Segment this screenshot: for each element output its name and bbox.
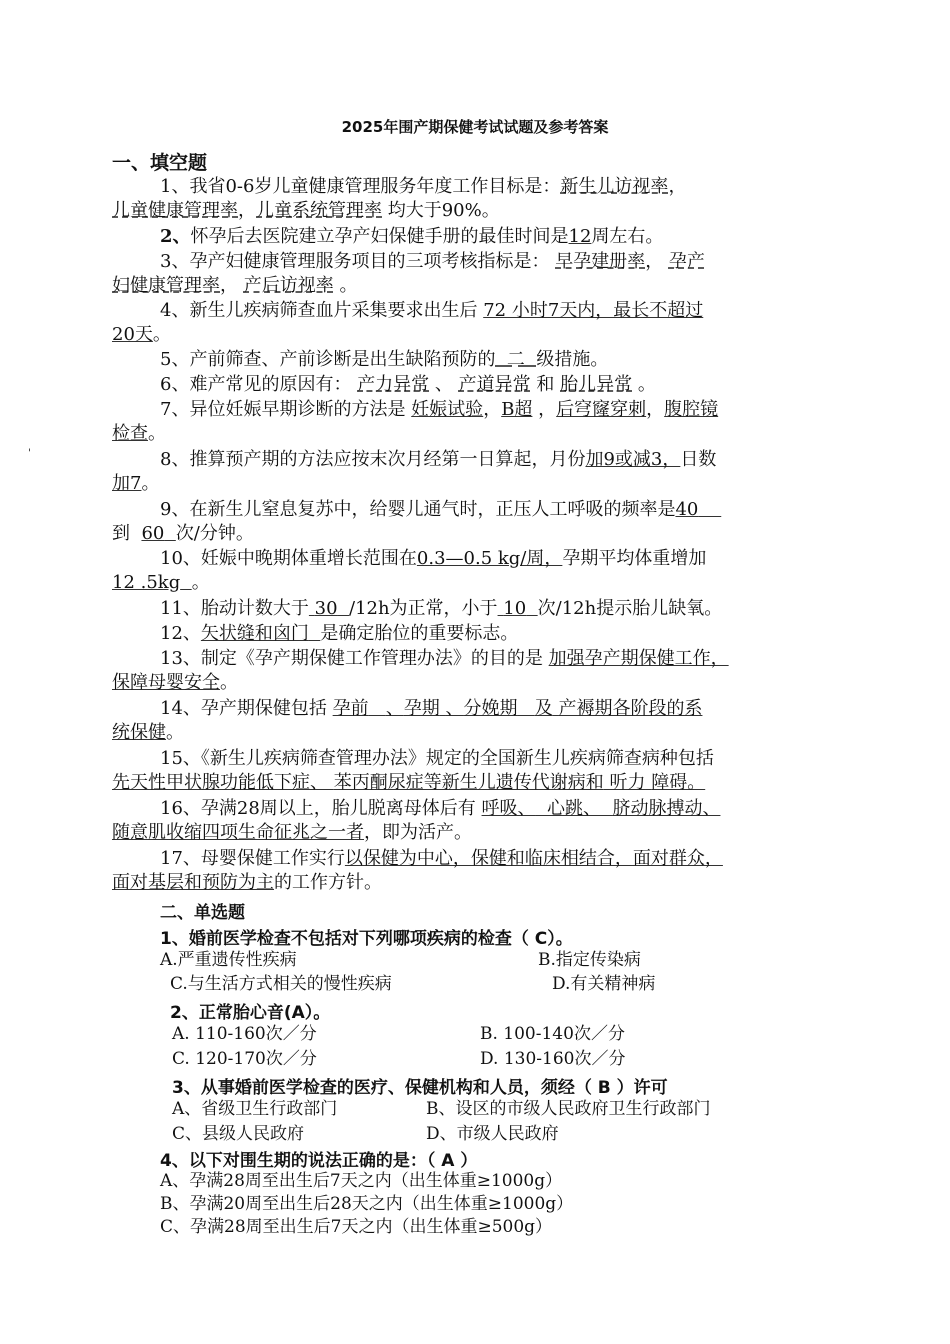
- fill-q1-line2: 儿童健康管理率，儿童系统管理率 均大于90%。: [112, 200, 500, 221]
- fill-q9-line2: 到 60 次/分钟。: [112, 523, 254, 544]
- answer: 检查: [112, 423, 148, 444]
- choice-q3-option-a: A、省级卫生行政部门: [172, 1099, 338, 1119]
- answer: 面对基层和预防为主: [112, 872, 274, 893]
- answer: 新生儿访视率: [560, 176, 669, 197]
- answer: 呼吸、 心跳、 脐动脉搏动、: [481, 798, 721, 819]
- fill-q16-line2: 随意肌收缩四项生命征兆之一者，即为活产。: [112, 822, 472, 843]
- answer: 胎儿异常: [560, 374, 633, 395]
- answer: 保障母婴安全: [112, 672, 220, 693]
- answer: 10: [503, 598, 527, 619]
- answer: 加7: [112, 473, 142, 494]
- answer: 妇健康管理率: [112, 275, 220, 296]
- fill-q15-line2: [112, 771, 705, 795]
- answer: 40: [675, 499, 699, 520]
- answer: 72 小时7天内，最长不超过: [483, 300, 704, 321]
- fill-q5: 5、产前筛查、产前诊断是出生缺陷预防的 二 级措施。: [160, 349, 609, 370]
- answer: 统保健: [112, 722, 166, 743]
- fill-q4-line1: 4、新生儿疾病筛查血片采集要求出生后 72 小时7天内，最长不超过: [160, 300, 704, 321]
- answer: 30: [314, 598, 338, 619]
- answer: 12 .5kg: [112, 572, 181, 593]
- answer: 先天性甲状腺功能低下症、 苯丙酮尿症等新生儿遗传代谢病和 听力 障碍。: [112, 772, 706, 793]
- fill-q12: 12、矢状缝和囟门 是确定胎位的重要标志。: [160, 623, 519, 644]
- fill-q13-line1: 13、制定《孕产期保健工作管理办法》的目的是 加强孕产期保健工作，: [160, 648, 729, 669]
- answer: 12: [568, 226, 592, 247]
- choice-q3-option-b: B、设区的市级人民政府卫生行政部门: [426, 1099, 711, 1119]
- choice-q4-option-c: C、孕满28周至出生后7天之内（出生体重≥500g）: [160, 1217, 553, 1237]
- answer: 腹腔镜: [664, 399, 719, 420]
- choice-q3-option-d: D、市级人民政府: [426, 1124, 559, 1144]
- fill-q8-line2: 加7。: [112, 473, 160, 494]
- fill-q6: 6、难产常见的原因有： 产力异常 、 产道异常 和 胎儿异常 。: [160, 374, 656, 395]
- answer: 随意肌收缩四项生命征兆之一者: [112, 822, 364, 843]
- fill-q17-line1: 17、母婴保健工作实行以保健为中心，保健和临床相结合，面对群众，: [160, 848, 723, 869]
- document-title: 2025年围产期保健考试试题及参考答案: [341, 118, 609, 136]
- answer: 产道异常: [458, 374, 531, 395]
- fill-q2: 2、怀孕后去医院建立孕产妇保健手册的最佳时间是12周左右。: [160, 226, 664, 247]
- answer: 加强孕产期保健工作，: [548, 648, 729, 669]
- choice-q1-option-a: A.严重遗传性疾病: [160, 950, 297, 970]
- choice-q4-option-a: A、孕满28周至出生后7天之内（出生体重≥1000g）: [160, 1171, 563, 1191]
- fill-q3-line2: 妇健康管理率， 产后访视率 。: [112, 275, 358, 296]
- choice-q1: 1、婚前医学检查不包括对下列哪项疾病的检查（ C）。: [160, 929, 573, 949]
- answer: 后穹窿穿刺: [556, 399, 647, 420]
- choice-q2-option-c: C. 120-170次／分: [172, 1049, 317, 1069]
- choice-q1-option-b: B.指定传染病: [538, 950, 641, 970]
- choice-q2-option-d: D. 130-160次／分: [480, 1049, 626, 1069]
- answer: 20天: [112, 324, 153, 345]
- fill-q4-line2: 20天。: [112, 324, 171, 345]
- margin-mark: ': [28, 448, 31, 459]
- choice-q3-option-c: C、县级人民政府: [172, 1124, 305, 1144]
- answer: 矢状缝和囟门: [200, 623, 309, 644]
- answer: 儿童健康管理率: [112, 200, 238, 221]
- answer: 儿童系统管理率: [256, 200, 382, 221]
- answer: 早孕建册率: [555, 251, 646, 272]
- fill-q9-line1: 9、在新生儿窒息复苏中，给婴儿通气时，正压人工呼吸的频率是40: [160, 498, 721, 522]
- fill-q16-line1: 16、孕满28周以上，胎儿脱离母体后有 呼吸、 心跳、 脐动脉搏动、: [160, 798, 721, 819]
- fill-q7-line1: 7、异位妊娠早期诊断的方法是 妊娠试验，B超 ，后穹窿穿刺，腹腔镜: [160, 399, 719, 420]
- fill-q17-line2: 面对基层和预防为主的工作方针。: [112, 872, 382, 893]
- fill-q14-line1: 14、孕产期保健包括 孕前 、孕期 、分娩期 及 产褥期各阶段的系: [160, 698, 703, 719]
- choice-q4-option-b: B、孕满20周至出生后28天之内（出生体重≥1000g）: [160, 1194, 574, 1214]
- choice-q1-option-c: C.与生活方式相关的慢性疾病: [170, 974, 392, 994]
- fill-q10-line1: 10、妊娠中晚期体重增长范围在0.3—0.5 kg/周，孕期平均体重增加: [160, 548, 707, 569]
- answer: 二: [506, 349, 525, 370]
- answer: B超: [501, 399, 533, 420]
- fill-q8-line1: 8、推算预产期的方法应按末次月经第一日算起，月份加9或减3，日数: [160, 449, 717, 470]
- section-fill-in-title: 一、填空题: [112, 152, 208, 174]
- fill-q1-line1: 1、我省0-6岁儿童健康管理服务年度工作目标是：新生儿访视率，: [160, 176, 687, 197]
- fill-q15-line1: 15、《新生儿疾病筛查管理办法》规定的全国新生儿疾病筛查病种包括: [160, 748, 714, 769]
- answer: 产后访视率: [243, 275, 334, 296]
- answer: 0.3—0.5 kg/周，: [416, 548, 563, 569]
- fill-q13-line2: 保障母婴安全。: [112, 672, 238, 693]
- answer: 以保健为中心，保健和临床相结合，面对群众，: [344, 848, 723, 869]
- choice-q1-option-d: D.有关精神病: [552, 974, 656, 994]
- answer: 孕前 、孕期 、分娩期 及 产褥期各阶段的系: [332, 698, 703, 719]
- fill-q11: 11、胎动计数大于 30 /12h为正常，小于 10 次/12h提示胎儿缺氧。: [160, 598, 723, 619]
- choice-q2-option-b: B. 100-140次／分: [480, 1024, 625, 1044]
- section-single-choice-title: 二、单选题: [160, 903, 245, 923]
- fill-q3-line1: 3、孕产妇健康管理服务项目的三项考核指标是： 早孕建册率， 孕产: [160, 251, 705, 272]
- fill-q14-line2: 统保健。: [112, 722, 184, 743]
- choice-q2: 2、正常胎心音(A）。: [170, 1003, 331, 1023]
- answer: 产力异常: [357, 374, 430, 395]
- choice-q4: 4、以下对围生期的说法正确的是：（ A ）: [160, 1151, 478, 1171]
- choice-q3: 3、从事婚前医学检查的医疗、保健机构和人员，须经（ B ）许可: [172, 1078, 668, 1098]
- answer: 60: [141, 523, 165, 544]
- choice-q2-option-a: A. 110-160次／分: [172, 1024, 317, 1044]
- answer: 孕产: [668, 251, 705, 272]
- fill-q7-line2: 检查。: [112, 423, 166, 444]
- fill-q10-line2: 12 .5kg 。: [112, 572, 210, 593]
- answer: 加9或减3，: [585, 449, 681, 470]
- answer: 妊娠试验: [411, 399, 484, 420]
